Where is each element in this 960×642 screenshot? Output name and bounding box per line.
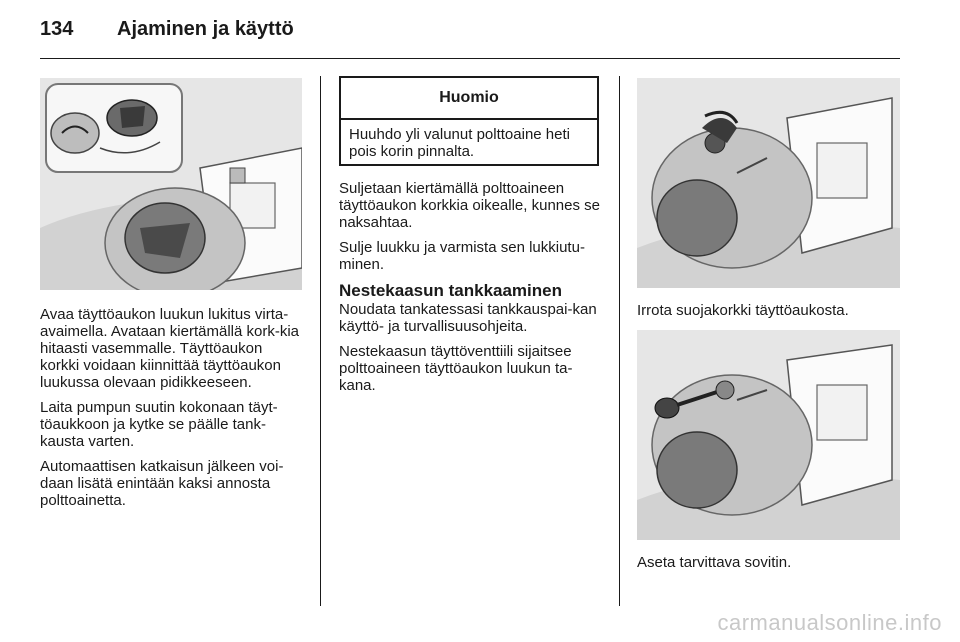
paragraph: Sulje luukku ja varmista sen lukkiutu-minen. — [339, 239, 585, 273]
paragraph: Noudata tankatessasi tankkauspai-kan käyttö- ja turvallisuusohjeita. — [339, 301, 597, 335]
column-1-text — [40, 306, 305, 517]
figure-caption: Irrota suojakorkki täyttöaukosta. — [637, 302, 849, 319]
paragraph: Nestekaasun täyttöventtiili sijaitsee polttoaineen täyttöaukon luukun ta-kana. — [339, 343, 573, 394]
figure-caption: Aseta tarvittava sovitin. — [637, 554, 792, 571]
fuel-cap-illustration — [40, 78, 302, 290]
notice-title: Huomio — [341, 78, 597, 120]
paragraph: Automaattisen katkaisun jälkeen voi-daan lisätä enintään kaksi annosta polttoainetta. — [40, 458, 284, 509]
paragraph: Laita pumpun suutin kokonaan täyt-töaukkoon ja kytke se päälle tank-kausta varten. — [40, 399, 278, 450]
paragraph: Suljetaan kiertämällä polttoaineen täyttöaukon korkkia oikealle, kunnes se naksahtaa. — [339, 180, 600, 231]
header-rule — [40, 58, 900, 59]
section-heading: Nestekaasun tankkaaminen — [339, 281, 562, 300]
paragraph: Avaa täyttöaukon luukun lukitus virta-avaimella. Avataan kiertämällä kork-kia hitaasti vasemmalle. Täyttöaukon korkki voidaan kiinnittää täyttöaukon luukussa olevaan pidikkeeseen. — [40, 306, 300, 391]
lpg-adapter-illustration — [637, 330, 900, 540]
notice-body: Huuhdo yli valunut polttoaine heti pois korin pinnalta. — [349, 126, 570, 160]
column-divider-right — [619, 76, 620, 606]
lpg-cap-removal-illustration — [637, 78, 900, 288]
watermark: carmanualsonline.info — [717, 610, 942, 635]
column-divider-left — [320, 76, 321, 606]
column-2-text — [339, 180, 604, 402]
notice-box — [339, 76, 599, 166]
page-header — [40, 18, 920, 48]
page-number: 134 — [40, 18, 74, 40]
chapter-title: Ajaminen ja käyttö — [117, 18, 294, 40]
